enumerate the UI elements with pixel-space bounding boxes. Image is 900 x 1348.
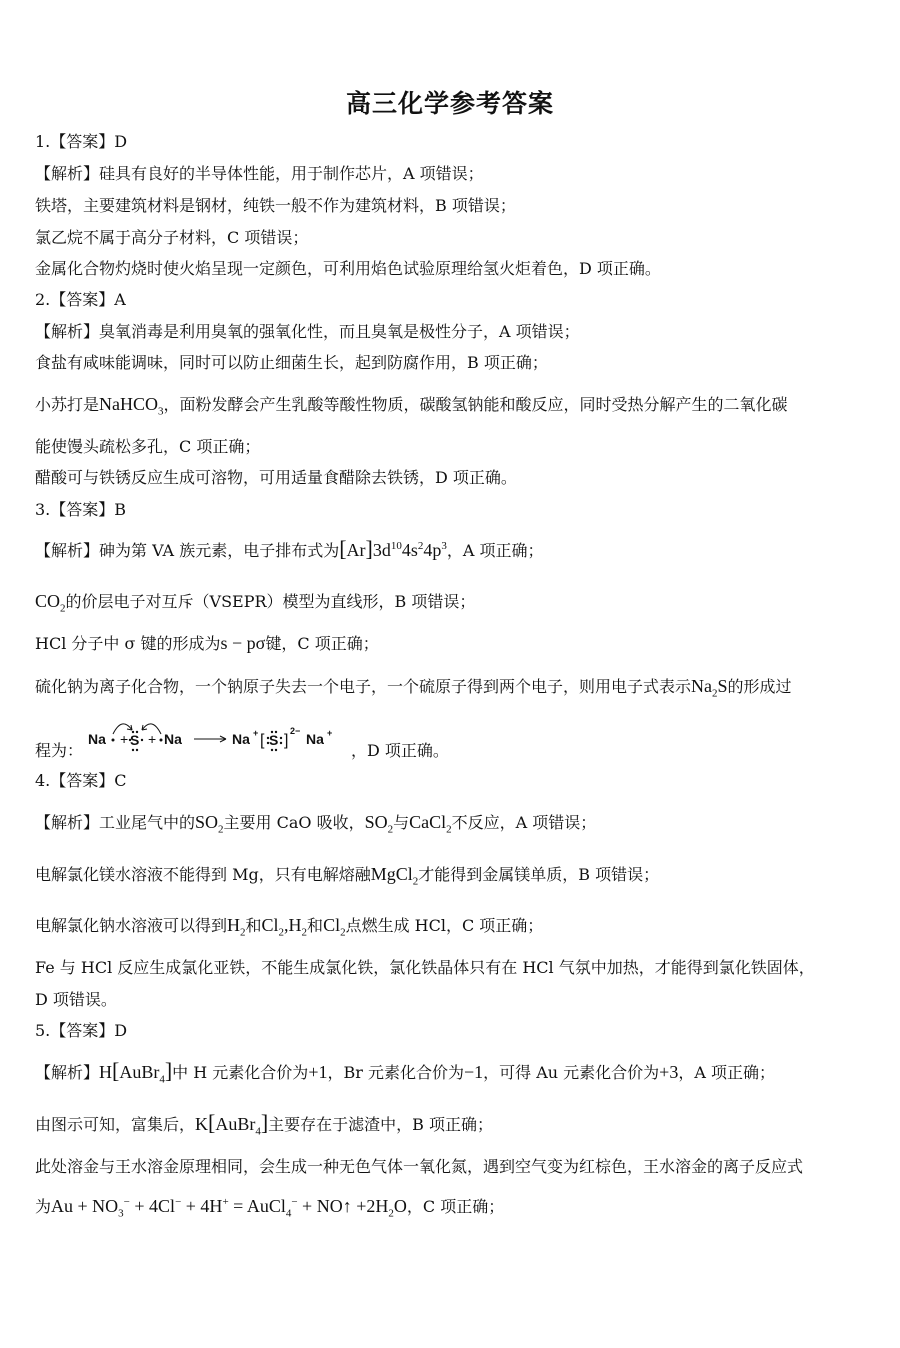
edot-na-right: Na: [164, 731, 182, 747]
q2-analysis-line-3: 小苏打是NaHCO$_3$，面粉发酵会产生乳酸等酸性物质，碳酸氢钠能和酸反应，同时受热分解产生的二氧化碳: [35, 394, 788, 418]
edot-na-left: Na: [88, 731, 106, 747]
formula-s-p-sigma: s − pσ: [220, 633, 266, 653]
oxidation-h: +1: [308, 1062, 328, 1082]
q2-analysis-line-5: 醋酸可与铁锈反应生成可溶物，可用适量食醋除去铁锈，D 项正确。: [35, 468, 517, 487]
q3-analysis-line-2: $CO_2$的价层电子对互斥（VSEPR）模型为直线形，B 项错误；: [35, 591, 476, 615]
formula-co2: $CO_2$: [35, 591, 66, 615]
formula-nahco3: NaHCO$_3$: [99, 394, 164, 418]
q5-answer: 5.【答案】D: [35, 1021, 128, 1040]
formula-so2: $SO_2$: [195, 812, 224, 836]
edot-plus-1: +: [120, 731, 129, 747]
formula-cl2-second: $Cl_2$: [323, 915, 346, 939]
formula-cacl2: CaCl$_2$: [409, 812, 452, 836]
q5-analysis-line-4: 为$Au + NO_3^- + 4Cl^- + 4H^+$ = AuCl$_4$− + NO↑ $+2H_2O$，C 项正确；: [35, 1196, 505, 1220]
edot-s-ion: S: [269, 732, 279, 748]
edot-s: S: [130, 732, 140, 748]
q3-answer: 3.【答案】B: [35, 500, 127, 519]
svg-text:]: ]: [284, 732, 289, 749]
q1-analysis-line-1: 【解析】硅具有良好的半导体性能，用于制作芯片，A 项错误；: [35, 164, 484, 183]
oxidation-br: −1: [463, 1062, 484, 1082]
q1-analysis-line-2: 铁塔，主要建筑材料是钢材，纯铁一般不作为建筑材料，B 项错误；: [35, 196, 516, 215]
q4-analysis-line-2: 电解氯化镁水溶液不能得到 Mg，只有电解熔融MgCl$_2$才能得到金属镁单质，B 项错误；: [35, 864, 660, 888]
svg-text:+: +: [253, 728, 259, 738]
oxidation-au: +3: [659, 1062, 679, 1082]
formula-h2: $H_2$: [227, 915, 246, 939]
q4-answer: 4.【答案】C: [35, 771, 127, 790]
q4-analysis-line-5: D 项错误。: [35, 990, 117, 1009]
edot-na-plus-right: Na: [306, 731, 324, 747]
q1-analysis-line-3: 氯乙烷不属于高分子材料，C 项错误；: [35, 228, 309, 247]
q3-analysis-line-3: HCl 分子中 σ 键的形成为s − pσ键，C 项正确；: [35, 633, 379, 653]
edot-charge: 2−: [290, 726, 301, 736]
edot-plus-2: +: [148, 731, 157, 747]
q2-analysis-line-4: 能使馒头疏松多孔，C 项正确；: [35, 437, 261, 456]
q3-analysis-line-5: 程为： ，D 项正确。: [35, 741, 449, 760]
formula-so2-second: $SO_2$: [364, 812, 394, 836]
q4-analysis-line-4: Fe 与 HCl 反应生成氯化亚铁，不能生成氯化铁，氯化铁晶体只有在 HCl 气氛中加热，才能得到氯化铁固体，: [35, 958, 815, 977]
formula-kaubr4: K[AuBr$_4$]: [195, 1110, 269, 1138]
svg-text:[: [: [260, 732, 265, 749]
q4-analysis-line-3: 电解氯化钠水溶液可以得到$H_2$和$Cl_2,H_2$和$Cl_2$点燃生成 HCl，C 项正确；: [35, 915, 544, 939]
q1-answer: 1.【答案】D: [35, 132, 128, 151]
formula-cl2: $Cl_2,H_2$: [261, 915, 308, 939]
formula-ionic-equation: $Au + NO_3^- + 4Cl^- + 4H^+$ = AuCl$_4$− + NO↑ $+2H_2O$: [51, 1196, 407, 1220]
q5-analysis-line-2: 由图示可知，富集后，K[AuBr$_4$]主要存在于滤渣中，B 项正确；: [35, 1110, 494, 1138]
q3-analysis-line-4: 硫化钠为离子化合物，一个钠原子失去一个电子，一个硫原子得到两个电子，则用电子式表示$Na_2S$的形成过: [35, 676, 792, 700]
q2-analysis-line-1: 【解析】臭氧消毒是利用臭氧的强氧化性，而且臭氧是极性分子，A 项错误；: [35, 322, 580, 341]
page-title: 高三化学参考答案: [345, 89, 554, 118]
q2-analysis-line-2: 食盐有咸味能调味，同时可以防止细菌生长，起到防腐作用，B 项正确；: [35, 353, 548, 372]
formula-na2s: $Na_2S$: [691, 676, 728, 700]
formula-haubr4: H[AuBr$_4$]: [99, 1058, 173, 1086]
formula-electron-config: $[Ar]3d^{10}4s^24p^3$: [339, 536, 447, 561]
q4-analysis-line-1: 【解析】工业尾气中的$SO_2$主要用 CaO 吸收，$SO_2$与CaCl$_2$不反应，A 项错误；: [35, 812, 597, 836]
q2-answer: 2.【答案】A: [35, 290, 126, 309]
edot-na-plus-left: Na: [232, 731, 250, 747]
q5-analysis-line-3: 此处溶金与王水溶金原理相同，会生成一种无色气体一氧化氮，遇到空气变为红棕色，王水溶金的离子反应式: [35, 1157, 804, 1176]
q5-analysis-line-1: 【解析】H[AuBr$_4$]中 H 元素化合价为+1，Br 元素化合价为−1，可得 Au 元素化合价为+3，A 项正确；: [35, 1058, 775, 1086]
q3-analysis-line-1: 【解析】砷为第 VA 族元素，电子排布式为$[Ar]3d^{10}4s^24p^3$，A 项正确；: [35, 536, 544, 561]
q1-analysis-line-4: 金属化合物灼烧时使火焰呈现一定颜色，可利用焰色试验原理给氢火炬着色，D 项正确。: [35, 259, 661, 278]
svg-text:+: +: [327, 728, 333, 738]
electron-dot-diagram: [86, 712, 356, 758]
formula-mgcl2: MgCl$_2$: [370, 864, 419, 888]
